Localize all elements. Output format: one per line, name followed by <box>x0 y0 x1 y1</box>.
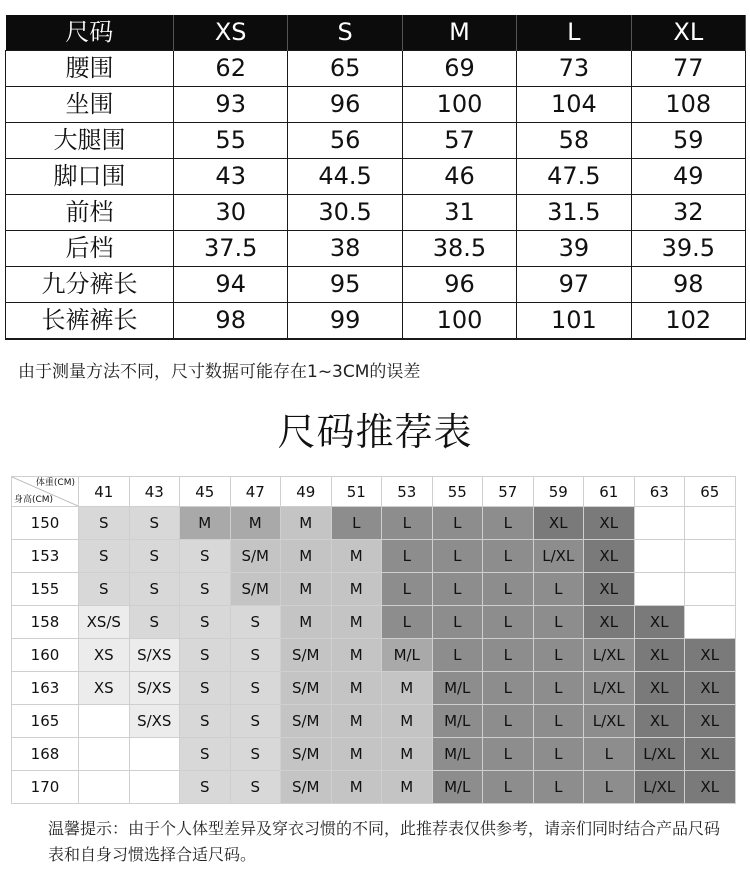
size-value-cell: 95 <box>288 267 402 303</box>
size-recommendation-cell: XL <box>584 606 635 639</box>
size-recommendation-cell: S/XS <box>129 705 180 738</box>
size-recommendation-cell: L <box>483 540 534 573</box>
size-recommendation-cell: M <box>281 507 332 540</box>
size-recommendation-cell: L <box>432 540 483 573</box>
size-recommendation-cell: S/M <box>230 573 281 606</box>
height-row <box>12 507 736 540</box>
weight-header-cell: 61 <box>584 477 635 507</box>
size-header-cell: XS <box>174 15 288 51</box>
height-row <box>12 705 736 738</box>
size-value-cell: 57 <box>402 123 516 159</box>
size-row-label: 大腿围 <box>6 123 174 159</box>
size-value-cell: 62 <box>174 51 288 87</box>
size-recommendation-cell: XL <box>634 705 685 738</box>
size-value-cell: 100 <box>402 303 516 340</box>
size-recommendation-cell: L <box>483 672 534 705</box>
size-value-cell: 94 <box>174 267 288 303</box>
size-value-cell: 37.5 <box>174 231 288 267</box>
size-recommendation-cell: M <box>180 507 231 540</box>
size-recommendation-cell: S <box>129 606 180 639</box>
size-recommendation-cell: S <box>129 507 180 540</box>
size-recommendation-cell: M <box>331 672 382 705</box>
size-recommendation-cell: L/XL <box>584 705 635 738</box>
size-value-cell: 30 <box>174 195 288 231</box>
size-value-cell: 49 <box>631 159 745 195</box>
size-recommendation-cell: L <box>382 573 433 606</box>
size-recommendation-cell: M/L <box>432 738 483 771</box>
size-row <box>6 159 746 195</box>
size-recommendation-cell: XL <box>685 738 736 771</box>
size-value-cell: 77 <box>631 51 745 87</box>
size-recommendation-cell: S <box>79 540 130 573</box>
size-recommendation-cell: S <box>180 771 231 804</box>
size-recommendation-cell: L <box>483 507 534 540</box>
size-recommendation-cell: S <box>230 771 281 804</box>
height-row <box>12 606 736 639</box>
size-recommendation-cell <box>685 540 736 573</box>
size-recommendation-cell: L <box>533 738 584 771</box>
size-recommendation-cell: M <box>331 606 382 639</box>
height-label-cell: 163 <box>12 672 79 705</box>
recommendation-title: 尺码推荐表 <box>277 410 473 454</box>
size-recommendation-cell: M <box>331 771 382 804</box>
size-value-cell: 32 <box>631 195 745 231</box>
size-value-cell: 108 <box>631 87 745 123</box>
size-recommendation-cell: L <box>483 639 534 672</box>
size-recommendation-cell <box>129 771 180 804</box>
size-recommendation-cell: L <box>584 738 635 771</box>
size-recommendation-cell: S <box>230 606 281 639</box>
size-recommendation-cell: XL <box>685 639 736 672</box>
size-recommendation-cell: L <box>382 507 433 540</box>
size-recommendation-cell: L/XL <box>584 639 635 672</box>
size-header-row <box>6 15 746 51</box>
size-recommendation-cell: L <box>483 705 534 738</box>
size-recommendation-cell: L <box>533 639 584 672</box>
size-recommendation-cell: L <box>533 606 584 639</box>
size-recommendation-cell: L <box>584 771 635 804</box>
size-recommendation-cell: S <box>79 507 130 540</box>
size-recommendation-cell: S <box>180 606 231 639</box>
size-value-cell: 98 <box>174 303 288 340</box>
size-header-cell: S <box>288 15 402 51</box>
size-value-cell: 97 <box>517 267 631 303</box>
size-recommendation-cell: M <box>382 771 433 804</box>
size-recommendation-cell: M/L <box>382 639 433 672</box>
height-row <box>12 771 736 804</box>
size-recommendation-cell: XL <box>685 705 736 738</box>
size-value-cell: 31.5 <box>517 195 631 231</box>
size-recommendation-cell: L <box>331 507 382 540</box>
size-recommendation-cell: L <box>483 738 534 771</box>
size-recommendation-cell: M <box>382 672 433 705</box>
size-table <box>5 15 746 340</box>
size-value-cell: 56 <box>288 123 402 159</box>
size-value-cell: 31 <box>402 195 516 231</box>
size-recommendation-cell: S <box>230 705 281 738</box>
size-recommendation-cell: L <box>432 573 483 606</box>
size-recommendation-cell: S <box>180 672 231 705</box>
size-header-cell: M <box>402 15 516 51</box>
size-value-cell: 44.5 <box>288 159 402 195</box>
size-row <box>6 303 746 340</box>
size-row-label: 脚口围 <box>6 159 174 195</box>
size-recommendation-cell: XL <box>634 606 685 639</box>
size-recommendation-cell: L <box>432 639 483 672</box>
weight-header-cell: 41 <box>79 477 130 507</box>
size-recommendation-cell: S <box>230 639 281 672</box>
weight-axis-label: 体重(CM) <box>35 478 75 488</box>
size-value-cell: 73 <box>517 51 631 87</box>
size-value-cell: 38.5 <box>402 231 516 267</box>
size-recommendation-cell: S/M <box>281 639 332 672</box>
size-value-cell: 100 <box>402 87 516 123</box>
measurement-note: 由于测量方法不同，尺寸数据可能存在1~3CM的误差 <box>18 362 421 382</box>
height-label-cell: 165 <box>12 705 79 738</box>
size-row-label: 长裤裤长 <box>6 303 174 340</box>
size-recommendation-cell: XS/S <box>79 606 130 639</box>
size-recommendation-cell <box>685 606 736 639</box>
size-recommendation-cell: L <box>382 606 433 639</box>
size-recommendation-cell: M/L <box>432 771 483 804</box>
height-label-cell: 155 <box>12 573 79 606</box>
size-recommendation-cell: XL <box>533 507 584 540</box>
height-row <box>12 540 736 573</box>
size-value-cell: 39 <box>517 231 631 267</box>
size-row-label: 腰围 <box>6 51 174 87</box>
size-row <box>6 123 746 159</box>
size-recommendation-cell <box>79 738 130 771</box>
size-recommendation-cell: L <box>432 606 483 639</box>
size-recommendation-cell: S <box>180 573 231 606</box>
size-recommendation-cell: XL <box>685 672 736 705</box>
size-recommendation-cell: L/XL <box>584 672 635 705</box>
weight-header-cell: 65 <box>685 477 736 507</box>
size-row-label: 前档 <box>6 195 174 231</box>
size-recommendation-cell <box>634 573 685 606</box>
size-row-label: 九分裤长 <box>6 267 174 303</box>
size-recommendation-cell <box>685 573 736 606</box>
size-recommendation-cell: M <box>331 573 382 606</box>
height-row <box>12 672 736 705</box>
size-row <box>6 231 746 267</box>
size-recommendation-cell: M <box>331 639 382 672</box>
size-recommendation-cell: M <box>331 738 382 771</box>
size-value-cell: 102 <box>631 303 745 340</box>
size-value-cell: 69 <box>402 51 516 87</box>
size-recommendation-cell: M <box>281 573 332 606</box>
weight-header-cell: 55 <box>432 477 483 507</box>
size-recommendation-cell: XL <box>685 771 736 804</box>
size-recommendation-cell <box>685 507 736 540</box>
size-recommendation-cell: M <box>281 540 332 573</box>
weight-header-cell: 51 <box>331 477 382 507</box>
size-recommendation-cell <box>129 738 180 771</box>
weight-header-cell: 63 <box>634 477 685 507</box>
weight-header-cell: 43 <box>129 477 180 507</box>
corner-cell <box>12 477 79 507</box>
size-recommendation-cell: S <box>129 573 180 606</box>
size-recommendation-cell: M/L <box>432 672 483 705</box>
size-recommendation-cell: L <box>533 573 584 606</box>
size-recommendation-cell: XL <box>634 639 685 672</box>
size-header-cell: 尺码 <box>6 15 174 51</box>
size-value-cell: 96 <box>402 267 516 303</box>
size-row-label: 坐围 <box>6 87 174 123</box>
height-label-cell: 150 <box>12 507 79 540</box>
size-recommendation-cell <box>79 771 130 804</box>
size-recommendation-cell: L <box>483 573 534 606</box>
size-recommendation-cell: S/M <box>281 738 332 771</box>
size-value-cell: 58 <box>517 123 631 159</box>
size-recommendation-cell: XL <box>584 573 635 606</box>
size-value-cell: 99 <box>288 303 402 340</box>
size-recommendation-cell: S <box>180 738 231 771</box>
height-label-cell: 153 <box>12 540 79 573</box>
weight-header-row <box>12 477 736 507</box>
size-value-cell: 98 <box>631 267 745 303</box>
height-row <box>12 573 736 606</box>
height-label-cell: 170 <box>12 771 79 804</box>
weight-header-cell: 53 <box>382 477 433 507</box>
size-recommendation-cell: XS <box>79 639 130 672</box>
size-recommendation-cell: S/XS <box>129 639 180 672</box>
size-recommendation-cell: L <box>533 705 584 738</box>
size-value-cell: 59 <box>631 123 745 159</box>
size-recommendation-cell: S <box>180 639 231 672</box>
size-recommendation-cell: L <box>483 606 534 639</box>
size-recommendation-cell: S/M <box>281 672 332 705</box>
size-row-label: 后档 <box>6 231 174 267</box>
size-value-cell: 104 <box>517 87 631 123</box>
size-row <box>6 51 746 87</box>
size-recommendation-cell <box>634 507 685 540</box>
weight-header-cell: 45 <box>180 477 231 507</box>
size-value-cell: 101 <box>517 303 631 340</box>
size-recommendation-cell: M <box>331 540 382 573</box>
weight-header-cell: 49 <box>281 477 332 507</box>
size-recommendation-cell: L <box>483 771 534 804</box>
size-value-cell: 55 <box>174 123 288 159</box>
size-recommendation-cell: L <box>432 507 483 540</box>
size-recommendation-cell: S/M <box>281 771 332 804</box>
height-axis-label: 身高(CM) <box>14 495 54 505</box>
size-recommendation-cell: XS <box>79 672 130 705</box>
size-header-cell: L <box>517 15 631 51</box>
size-recommendation-cell: L <box>382 540 433 573</box>
size-recommendation-cell: S <box>230 672 281 705</box>
size-recommendation-cell: S/M <box>281 705 332 738</box>
size-value-cell: 47.5 <box>517 159 631 195</box>
size-recommendation-cell: L/XL <box>533 540 584 573</box>
size-recommendation-cell <box>79 705 130 738</box>
size-recommendation-cell: XL <box>584 507 635 540</box>
size-recommendation-cell: L <box>533 771 584 804</box>
size-row <box>6 195 746 231</box>
size-value-cell: 96 <box>288 87 402 123</box>
size-value-cell: 46 <box>402 159 516 195</box>
weight-header-cell: 59 <box>533 477 584 507</box>
size-recommendation-cell: M <box>281 606 332 639</box>
size-value-cell: 39.5 <box>631 231 745 267</box>
size-recommendation-cell: M <box>382 705 433 738</box>
weight-header-cell: 47 <box>230 477 281 507</box>
size-recommendation-cell: S <box>230 738 281 771</box>
size-recommendation-cell: S <box>79 573 130 606</box>
size-value-cell: 65 <box>288 51 402 87</box>
height-label-cell: 168 <box>12 738 79 771</box>
size-recommendation-cell: M/L <box>432 705 483 738</box>
recommendation-table <box>11 476 736 804</box>
size-recommendation-cell: XL <box>584 540 635 573</box>
size-recommendation-cell: L/XL <box>634 771 685 804</box>
size-header-cell: XL <box>631 15 745 51</box>
size-recommendation-cell: S <box>180 705 231 738</box>
size-recommendation-cell: L/XL <box>634 738 685 771</box>
size-recommendation-cell: S/M <box>230 540 281 573</box>
size-recommendation-cell: S/XS <box>129 672 180 705</box>
size-recommendation-cell: S <box>129 540 180 573</box>
size-value-cell: 38 <box>288 231 402 267</box>
height-row <box>12 639 736 672</box>
size-recommendation-cell: L <box>533 672 584 705</box>
height-label-cell: 158 <box>12 606 79 639</box>
size-recommendation-cell: M <box>382 738 433 771</box>
size-row <box>6 267 746 303</box>
tip-note: 温馨提示：由于个人体型差异及穿衣习惯的不同，此推荐表仅供参考，请亲们同时结合产品尺码表和自身习惯选择合适尺码。 <box>48 819 721 864</box>
size-value-cell: 43 <box>174 159 288 195</box>
size-recommendation-cell: S <box>180 540 231 573</box>
size-recommendation-cell: XL <box>634 672 685 705</box>
size-recommendation-cell: M <box>331 705 382 738</box>
size-value-cell: 30.5 <box>288 195 402 231</box>
height-row <box>12 738 736 771</box>
size-row <box>6 87 746 123</box>
height-label-cell: 160 <box>12 639 79 672</box>
size-recommendation-cell <box>634 540 685 573</box>
weight-header-cell: 57 <box>483 477 534 507</box>
size-value-cell: 93 <box>174 87 288 123</box>
size-recommendation-cell: M <box>230 507 281 540</box>
